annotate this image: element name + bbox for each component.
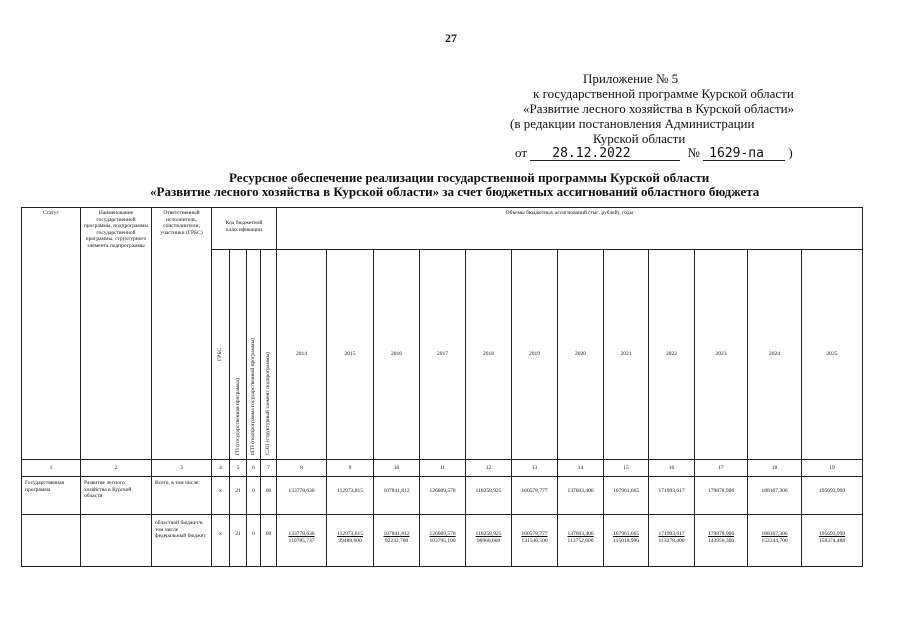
regional-value: 107841,812 <box>383 531 410 537</box>
federal-value: 115018,900 <box>613 537 639 544</box>
header-grbs-text: ГРБС <box>217 347 224 362</box>
header-gp <box>230 250 247 460</box>
row-value-pair <box>466 515 512 567</box>
page-number: 27 <box>445 31 457 45</box>
header-name: Наименование государственной программы, подпрограммы государственной программы, структурного элемента подпрограммы <box>81 208 152 460</box>
table-row <box>22 477 863 515</box>
year-header: 2018 <box>466 250 512 460</box>
row-responsible: областной бюджет/в том числе федеральный бюджет <box>152 515 212 567</box>
regional-value: 160578,777 <box>521 531 548 537</box>
number-field <box>703 145 785 161</box>
row-value: 126009,578 <box>420 477 466 515</box>
from-label: от <box>515 145 528 160</box>
row-value-pair <box>277 515 327 567</box>
column-number: 7 <box>261 460 277 477</box>
regional-value: 126009,578 <box>429 531 456 537</box>
year-header: 2022 <box>649 250 695 460</box>
row-value: 179878,906 <box>695 477 748 515</box>
federal-value: 92232,700 <box>384 537 409 544</box>
year-header: 2017 <box>420 250 466 460</box>
table-row <box>22 515 863 567</box>
regional-value: 195693,999 <box>818 531 846 537</box>
row-gp: 21 <box>230 477 247 515</box>
row-value-pair <box>512 515 558 567</box>
document-title-line-1: Ресурсное обеспечение реализации государственной программы Курской области <box>229 170 710 185</box>
row-status: Государственная программа <box>22 477 81 515</box>
row-se: 00 <box>261 477 277 515</box>
header-responsible: Ответственный исполнитель, соисполнители, участники (ГРБС) <box>152 208 212 460</box>
year-header: 2021 <box>604 250 649 460</box>
row-value-pair <box>604 515 649 567</box>
appendix-line-3: «Развитие лесного хозяйства в Курской области» <box>523 101 795 116</box>
row-value: 118258,925 <box>466 477 512 515</box>
row-value-pair <box>374 515 420 567</box>
header-row-1 <box>22 208 863 250</box>
row-value: 167961,665 <box>604 477 649 515</box>
row-pgp: 0 <box>247 477 261 515</box>
column-number: 16 <box>649 460 695 477</box>
row-value-pair <box>649 515 695 567</box>
regional-value: 171993,617 <box>658 531 685 537</box>
federal-value: 99489,600 <box>338 537 362 544</box>
row-value-pair <box>558 515 604 567</box>
appendix-line-4: (в редакции постановления Администрации <box>510 116 755 131</box>
resolution-reference <box>515 145 793 161</box>
row-grbs: х <box>212 477 230 515</box>
year-header: 2019 <box>512 250 558 460</box>
year-header: 2024 <box>748 250 802 460</box>
date-field <box>530 145 680 161</box>
column-number: 3 <box>152 460 212 477</box>
resource-table <box>21 207 863 567</box>
number-label: № <box>687 145 700 160</box>
column-number: 18 <box>748 460 802 477</box>
row-pgp: 0 <box>247 515 261 567</box>
row-se: 00 <box>261 515 277 567</box>
column-number: 19 <box>802 460 863 477</box>
column-number: 1 <box>22 460 81 477</box>
header-volumes: Объемы бюджетных ассигнований (тыс. рублей), годы <box>277 208 863 250</box>
regional-value: 179878,906 <box>707 531 735 537</box>
row-value-pair <box>420 515 466 567</box>
header-gp-text: ГП (государственная программа) <box>234 377 241 455</box>
year-header: 2023 <box>695 250 748 460</box>
column-number: 17 <box>695 460 748 477</box>
column-number: 4 <box>212 460 230 477</box>
row-value: 195693,999 <box>802 477 863 515</box>
column-number: 2 <box>81 460 152 477</box>
regional-value: 118258,925 <box>475 531 502 537</box>
federal-value: 113752,600 <box>567 537 594 544</box>
federal-value: 131546,500 <box>521 537 548 544</box>
header-pgp-text: пГП (подпрограмма государственной программы) <box>250 337 257 455</box>
column-number: 6 <box>247 460 261 477</box>
year-header: 2016 <box>374 250 420 460</box>
document-title-line-2: «Развитие лесного хозяйства в Курской области» за счет бюджетных ассигнований областного бюджета <box>150 184 760 199</box>
close-paren: ) <box>788 145 793 160</box>
federal-value: 143956,300 <box>707 537 735 544</box>
row-value: 133778,636 <box>277 477 327 515</box>
appendix-line-2: к государственной программе Курской области <box>533 86 794 101</box>
column-number: 5 <box>230 460 247 477</box>
row-value: 188167,306 <box>748 477 802 515</box>
header-grbs <box>212 250 230 460</box>
federal-value: 103795,100 <box>429 537 456 544</box>
column-number: 8 <box>277 460 327 477</box>
row-gp: 21 <box>230 515 247 567</box>
regional-value: 137603,406 <box>567 531 594 537</box>
header-pgp <box>247 250 261 460</box>
row-value: 107841,812 <box>374 477 420 515</box>
federal-value: 158374,488 <box>818 537 846 544</box>
regional-value: 188167,306 <box>761 531 788 537</box>
regional-value: 112973,815 <box>337 531 363 537</box>
year-header: 2015 <box>327 250 374 460</box>
year-header: 2014 <box>277 250 327 460</box>
federal-value: 110785,737 <box>288 537 315 544</box>
header-se <box>261 250 277 460</box>
row-value-pair <box>695 515 748 567</box>
column-number: 10 <box>374 460 420 477</box>
appendix-title: Приложение № 5 <box>583 71 679 86</box>
year-header: 2020 <box>558 250 604 460</box>
resolution-number: 1629-па <box>709 146 764 161</box>
regional-value: 167961,665 <box>612 531 640 537</box>
column-number: 11 <box>420 460 466 477</box>
header-budget-code: Код бюджетной классификации <box>212 208 277 250</box>
row-value-pair <box>802 515 863 567</box>
column-number: 15 <box>604 460 649 477</box>
row-value: 112973,815 <box>327 477 374 515</box>
column-number-row <box>22 460 863 477</box>
column-number: 14 <box>558 460 604 477</box>
header-status: Статус <box>22 208 81 460</box>
federal-value: 152244,700 <box>761 537 788 544</box>
row-name: Развитие лесного хозяйства в Курской области <box>81 477 152 515</box>
federal-value: 96960,600 <box>476 537 501 544</box>
row-value: 160578,777 <box>512 477 558 515</box>
year-header: 2025 <box>802 250 863 460</box>
regional-value: 133778,636 <box>288 531 315 537</box>
column-number: 12 <box>466 460 512 477</box>
appendix-line-5: Курской области <box>593 131 686 146</box>
row-value-pair <box>327 515 374 567</box>
row-grbs: х <box>212 515 230 567</box>
header-se-text: СЭП (структурный элемент подпрограммы) <box>265 351 272 455</box>
row-value: 137603,406 <box>558 477 604 515</box>
federal-value: 113278,400 <box>658 537 685 544</box>
row-responsible: Всего, в том числе: <box>152 477 212 515</box>
row-name <box>81 515 152 567</box>
column-number: 9 <box>327 460 374 477</box>
resolution-date: 28.12.2022 <box>552 146 631 161</box>
column-number: 13 <box>512 460 558 477</box>
row-value-pair <box>748 515 802 567</box>
row-value: 171993,617 <box>649 477 695 515</box>
row-status <box>22 515 81 567</box>
